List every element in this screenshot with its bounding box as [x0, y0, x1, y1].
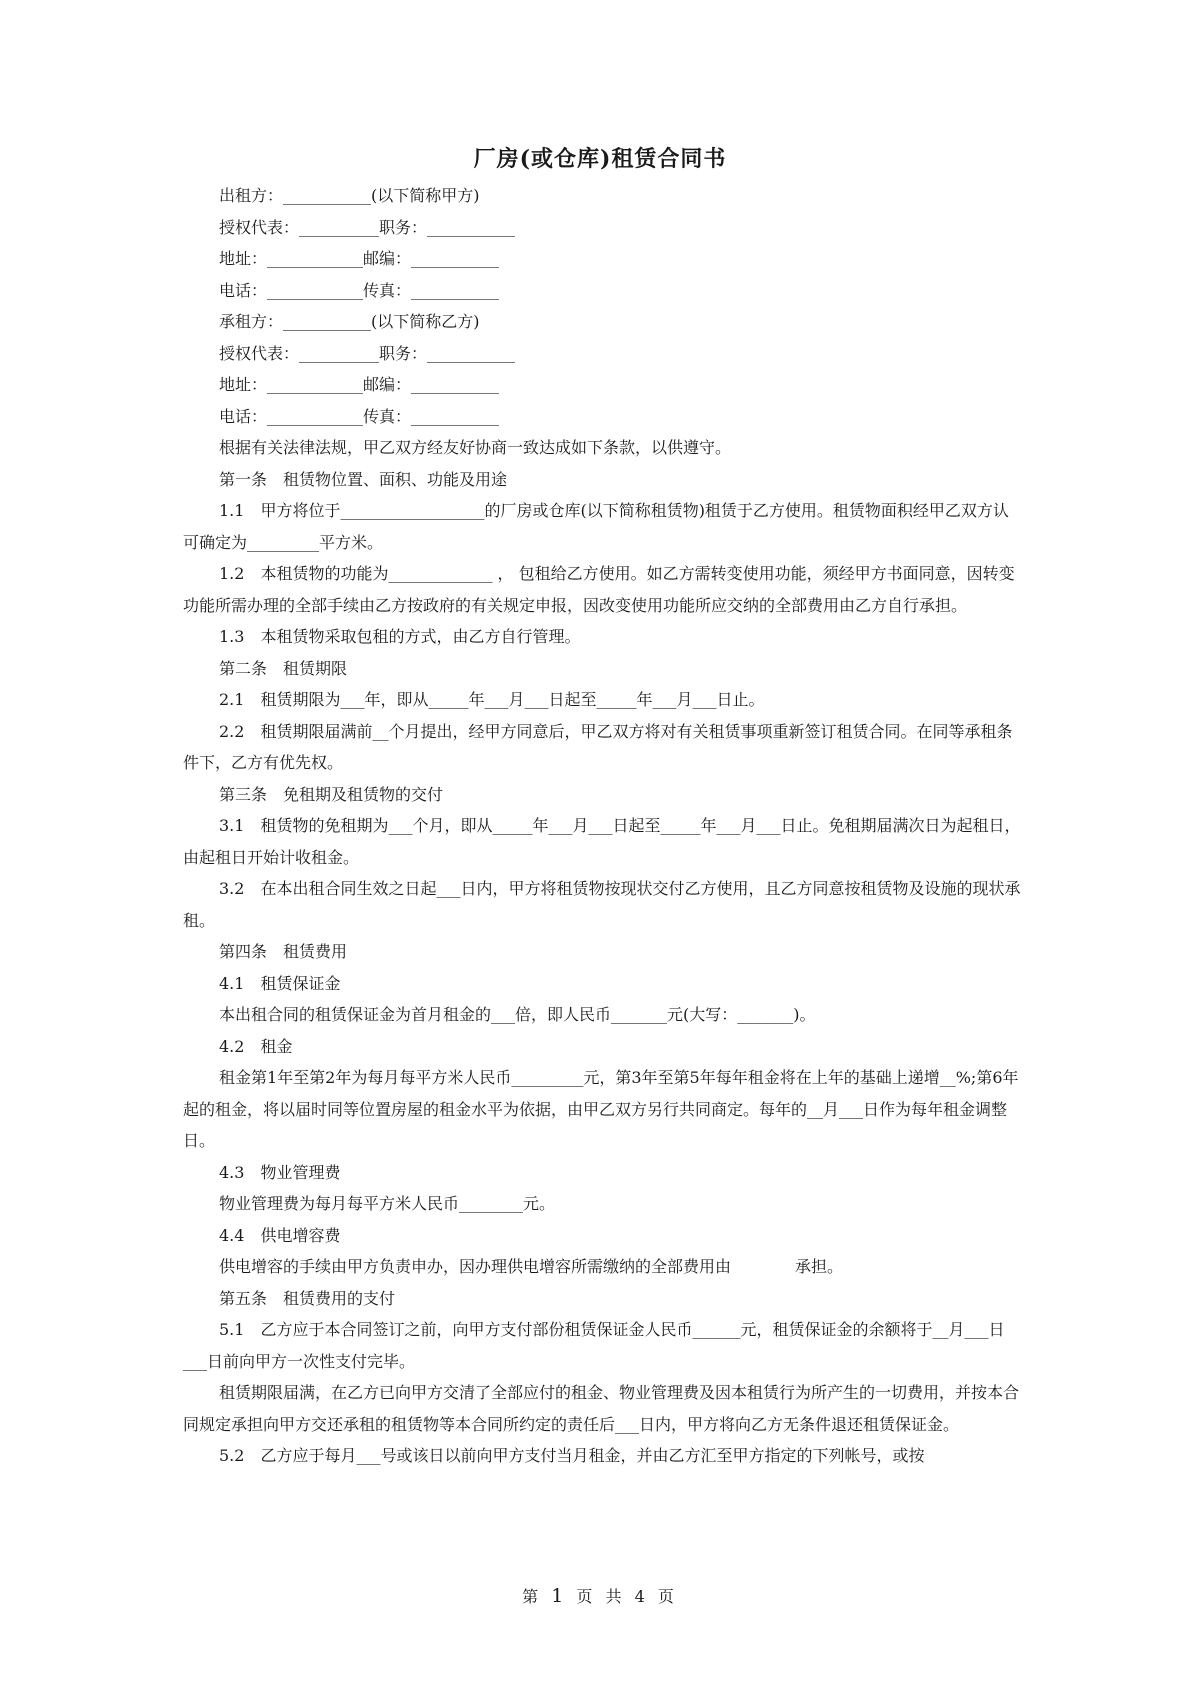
footer-prefix: 第 — [522, 1587, 543, 1606]
section-heading: 第二条 租赁期限 — [219, 658, 348, 678]
section-heading: 第五条 租赁费用的支付 — [219, 1288, 396, 1308]
paragraph: 4.2 租金 — [219, 1036, 293, 1056]
paragraph: 电话：____________传真：___________ — [219, 406, 500, 426]
paragraph: 电话：____________传真：___________ — [219, 280, 500, 300]
paragraph: 1.1 甲方将位于__________________的厂房或仓库(以下简称租赁物)租赁于乙方使用。租赁物面积经甲乙双方认可确定为_________平方米。 — [183, 501, 1009, 552]
paragraph: 3.2 在本出租合同生效之日起___日内，甲方将租赁物按现状交付乙方使用，且乙方同意按租赁物及设施的现状承租。 — [183, 879, 1021, 930]
paragraph: 4.4 供电增容费 — [219, 1225, 341, 1245]
footer-total-pages: 4 — [634, 1587, 649, 1606]
footer-page-number: 1 — [551, 1585, 568, 1607]
paragraph: 地址：____________邮编：___________ — [219, 249, 500, 268]
paragraph: 3.1 租赁物的免租期为___个月，即从_____年___月___日起至_____年___月___日止。免租期届满次日为起租日，由起租日开始计收租金。 — [183, 816, 1021, 867]
paragraph: 出租方：___________(以下简称甲方) — [219, 186, 480, 205]
paragraph: 授权代表：__________职务：___________ — [219, 343, 516, 363]
footer-middle: 页 共 — [576, 1587, 626, 1606]
paragraph: 2.2 租赁期限届满前__个月提出，经甲方同意后，甲乙双方将对有关租赁事项重新签订租赁合同。在同等承租条件下，乙方有优先权。 — [183, 721, 1013, 772]
paragraph: 承租方：___________(以下简称乙方) — [219, 312, 480, 331]
paragraph: 供电增容的手续由甲方负责申办，因办理供电增容所需缴纳的全部费用由 承担。 — [219, 1257, 844, 1276]
section-heading: 第三条 免租期及租赁物的交付 — [219, 784, 444, 804]
paragraph: 5.2 乙方应于每月___号或该日以前向甲方支付当月租金，并由乙方汇至甲方指定的下列帐号，或按 — [219, 1446, 925, 1465]
paragraph: 物业管理费为每月每平方米人民币________元。 — [219, 1194, 556, 1213]
footer-suffix: 页 — [657, 1587, 678, 1606]
paragraph: 根据有关法律法规，甲乙双方经友好协商一致达成如下条款，以供遵守。 — [219, 438, 732, 457]
paragraph: 5.1 乙方应于本合同签订之前，向甲方支付部份租赁保证金人民币______元，租赁保证金的余额将于__月___日___日前向甲方一次性支付完毕。 — [183, 1320, 1005, 1371]
paragraph: 授权代表：__________职务：___________ — [219, 217, 516, 237]
paragraph: 本出租合同的租赁保证金为首月租金的___倍，即人民币_______元(大写：_______)。 — [219, 1005, 816, 1024]
section-heading: 第一条 租赁物位置、面积、功能及用途 — [219, 469, 508, 489]
paragraph: 2.1 租赁期限为___年，即从_____年___月___日起至_____年___月___日止。 — [219, 690, 765, 709]
paragraph: 地址：____________邮编：___________ — [219, 375, 500, 394]
page-footer — [0, 1584, 1200, 1607]
document-body — [183, 180, 1023, 1472]
paragraph: 4.3 物业管理费 — [219, 1162, 341, 1182]
paragraph: 1.3 本租赁物采取包租的方式，由乙方自行管理。 — [219, 627, 581, 646]
section-heading: 第四条 租赁费用 — [219, 942, 348, 961]
paragraph: 租赁期限届满，在乙方已向甲方交清了全部应付的租金、物业管理费及因本租赁行为所产生的一切费用，并按本合同规定承担向甲方交还承租的租赁物等本合同所约定的责任后___日内，甲方将向乙方无条件退还租赁保证金。 — [183, 1383, 1020, 1434]
paragraph: 1.2 本租赁物的功能为_____________ ， 包租给乙方使用。如乙方需转变使用功能，须经甲方书面同意，因转变功能所需办理的全部手续由乙方按政府的有关规定申报，因改变使用功能所应交纳的全部费用由乙方自行承担。 — [183, 564, 1015, 615]
document-title: 厂房(或仓库)租赁合同书 — [473, 146, 727, 172]
paragraph: 4.1 租赁保证金 — [219, 973, 341, 993]
paragraph: 租金第1年至第2年为每月每平方米人民币_________元，第3年至第5年每年租金将在上年的基础上递增__%;第6年起的租金，将以届时同等位置房屋的租金水平为依据，由甲乙双方另行共同商定。每年的__月___日作为每年租金调整日。 — [183, 1068, 1019, 1150]
